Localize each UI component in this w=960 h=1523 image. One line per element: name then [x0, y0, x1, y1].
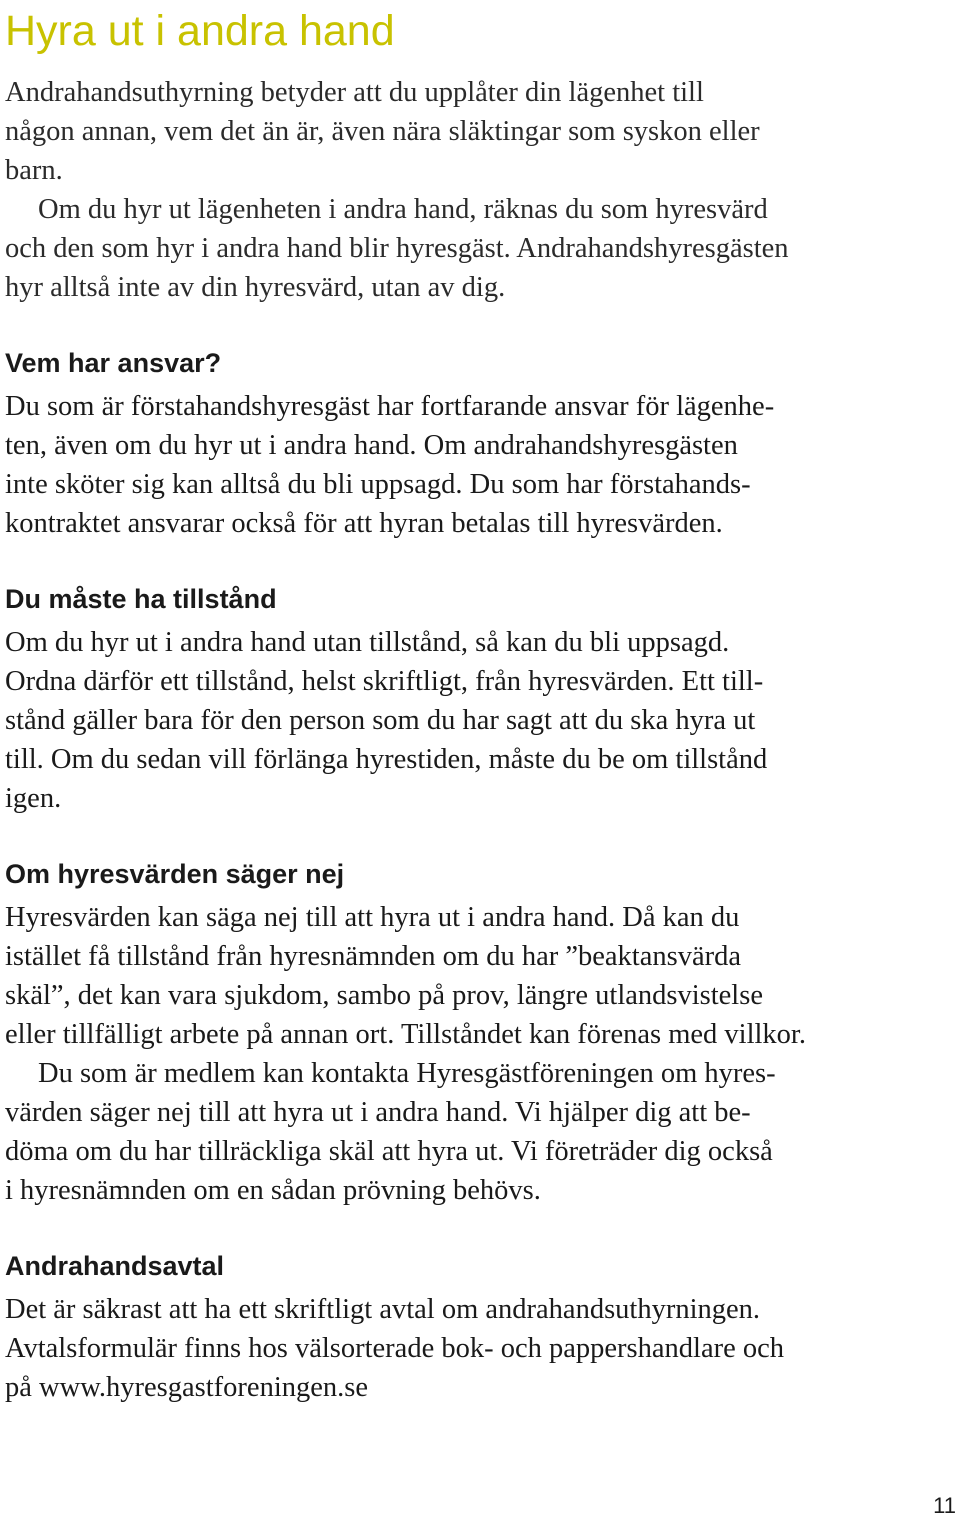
body-line: värden säger nej till att hyra ut i andra hand. Vi hjälper dig att be-	[5, 1097, 751, 1128]
page-number: 11	[933, 1493, 956, 1518]
section-heading-om-hyresvarden-sager-nej: Om hyresvärden säger nej	[5, 859, 345, 889]
section-heading-du-maste-ha-tillstand: Du måste ha tillstånd	[5, 584, 277, 614]
section-body-du-maste-ha-tillstand	[5, 623, 767, 818]
body-line: eller tillfälligt arbete på annan ort. Tillståndet kan förenas med villkor.	[5, 1019, 806, 1050]
section-body-andrahandsavtal	[5, 1290, 784, 1407]
body-line: döma om du har tillräckliga skäl att hyra ut. Vi företräder dig också	[5, 1136, 773, 1167]
section-heading-andrahandsavtal: Andrahandsavtal	[5, 1251, 225, 1281]
section-heading-vem-har-ansvar: Vem har ansvar?	[5, 348, 222, 378]
body-line: till. Om du sedan vill förlänga hyrestiden, måste du be om tillstånd	[5, 744, 768, 775]
body-line: istället få tillstånd från hyresnämnden om du har ”beaktansvärda	[5, 941, 741, 972]
intro-paragraph	[5, 73, 789, 307]
body-line: Om du hyr ut i andra hand utan tillstånd, så kan du bli uppsagd.	[5, 627, 730, 658]
body-line: ten, även om du hyr ut i andra hand. Om andrahandshyresgästen	[5, 430, 738, 461]
section-body-vem-har-ansvar	[5, 387, 774, 543]
body-line: igen.	[5, 783, 62, 814]
body-line: Du som är medlem kan kontakta Hyresgästföreningen om hyres-	[38, 1058, 776, 1089]
body-line: stånd gäller bara för den person som du har sagt att du ska hyra ut	[5, 705, 756, 736]
body-line: skäl”, det kan vara sjukdom, sambo på prov, längre utlandsvistelse	[5, 980, 763, 1011]
body-line: inte sköter sig kan alltså du bli uppsagd. Du som har förstahands-	[5, 469, 751, 500]
intro-line: barn.	[5, 155, 63, 186]
body-line: Ordna därför ett tillstånd, helst skriftligt, från hyresvärden. Ett till-	[5, 666, 764, 697]
body-line: Du som är förstahandshyresgäst har fortfarande ansvar för lägenhe-	[5, 391, 775, 422]
body-line: Det är säkrast att ha ett skriftligt avtal om andrahandsuthyrningen.	[5, 1294, 761, 1325]
section-body-om-hyresvarden-sager-nej	[5, 898, 806, 1210]
intro-line: någon annan, vem det än är, även nära släktingar som syskon eller	[5, 116, 760, 147]
body-line: kontraktet ansvarar också för att hyran betalas till hyresvärden.	[5, 508, 723, 539]
body-line: Hyresvärden kan säga nej till att hyra ut i andra hand. Då kan du	[5, 902, 740, 933]
intro-line: Andrahandsuthyrning betyder att du upplåter din lägenhet till	[5, 77, 704, 108]
intro-line: och den som hyr i andra hand blir hyresgäst. Andrahandshyresgästen	[5, 233, 789, 264]
intro-line: hyr alltså inte av din hyresvärd, utan av dig.	[5, 272, 506, 303]
intro-line: Om du hyr ut lägenheten i andra hand, räknas du som hyresvärd	[38, 194, 768, 225]
body-line: Avtalsformulär finns hos välsorterade bok- och pappershandlare och	[5, 1333, 785, 1364]
body-line: i hyresnämnden om en sådan prövning behövs.	[5, 1175, 541, 1206]
body-line: på www.hyresgastforeningen.se	[5, 1372, 368, 1403]
page-title: Hyra ut i andra hand	[5, 7, 395, 55]
